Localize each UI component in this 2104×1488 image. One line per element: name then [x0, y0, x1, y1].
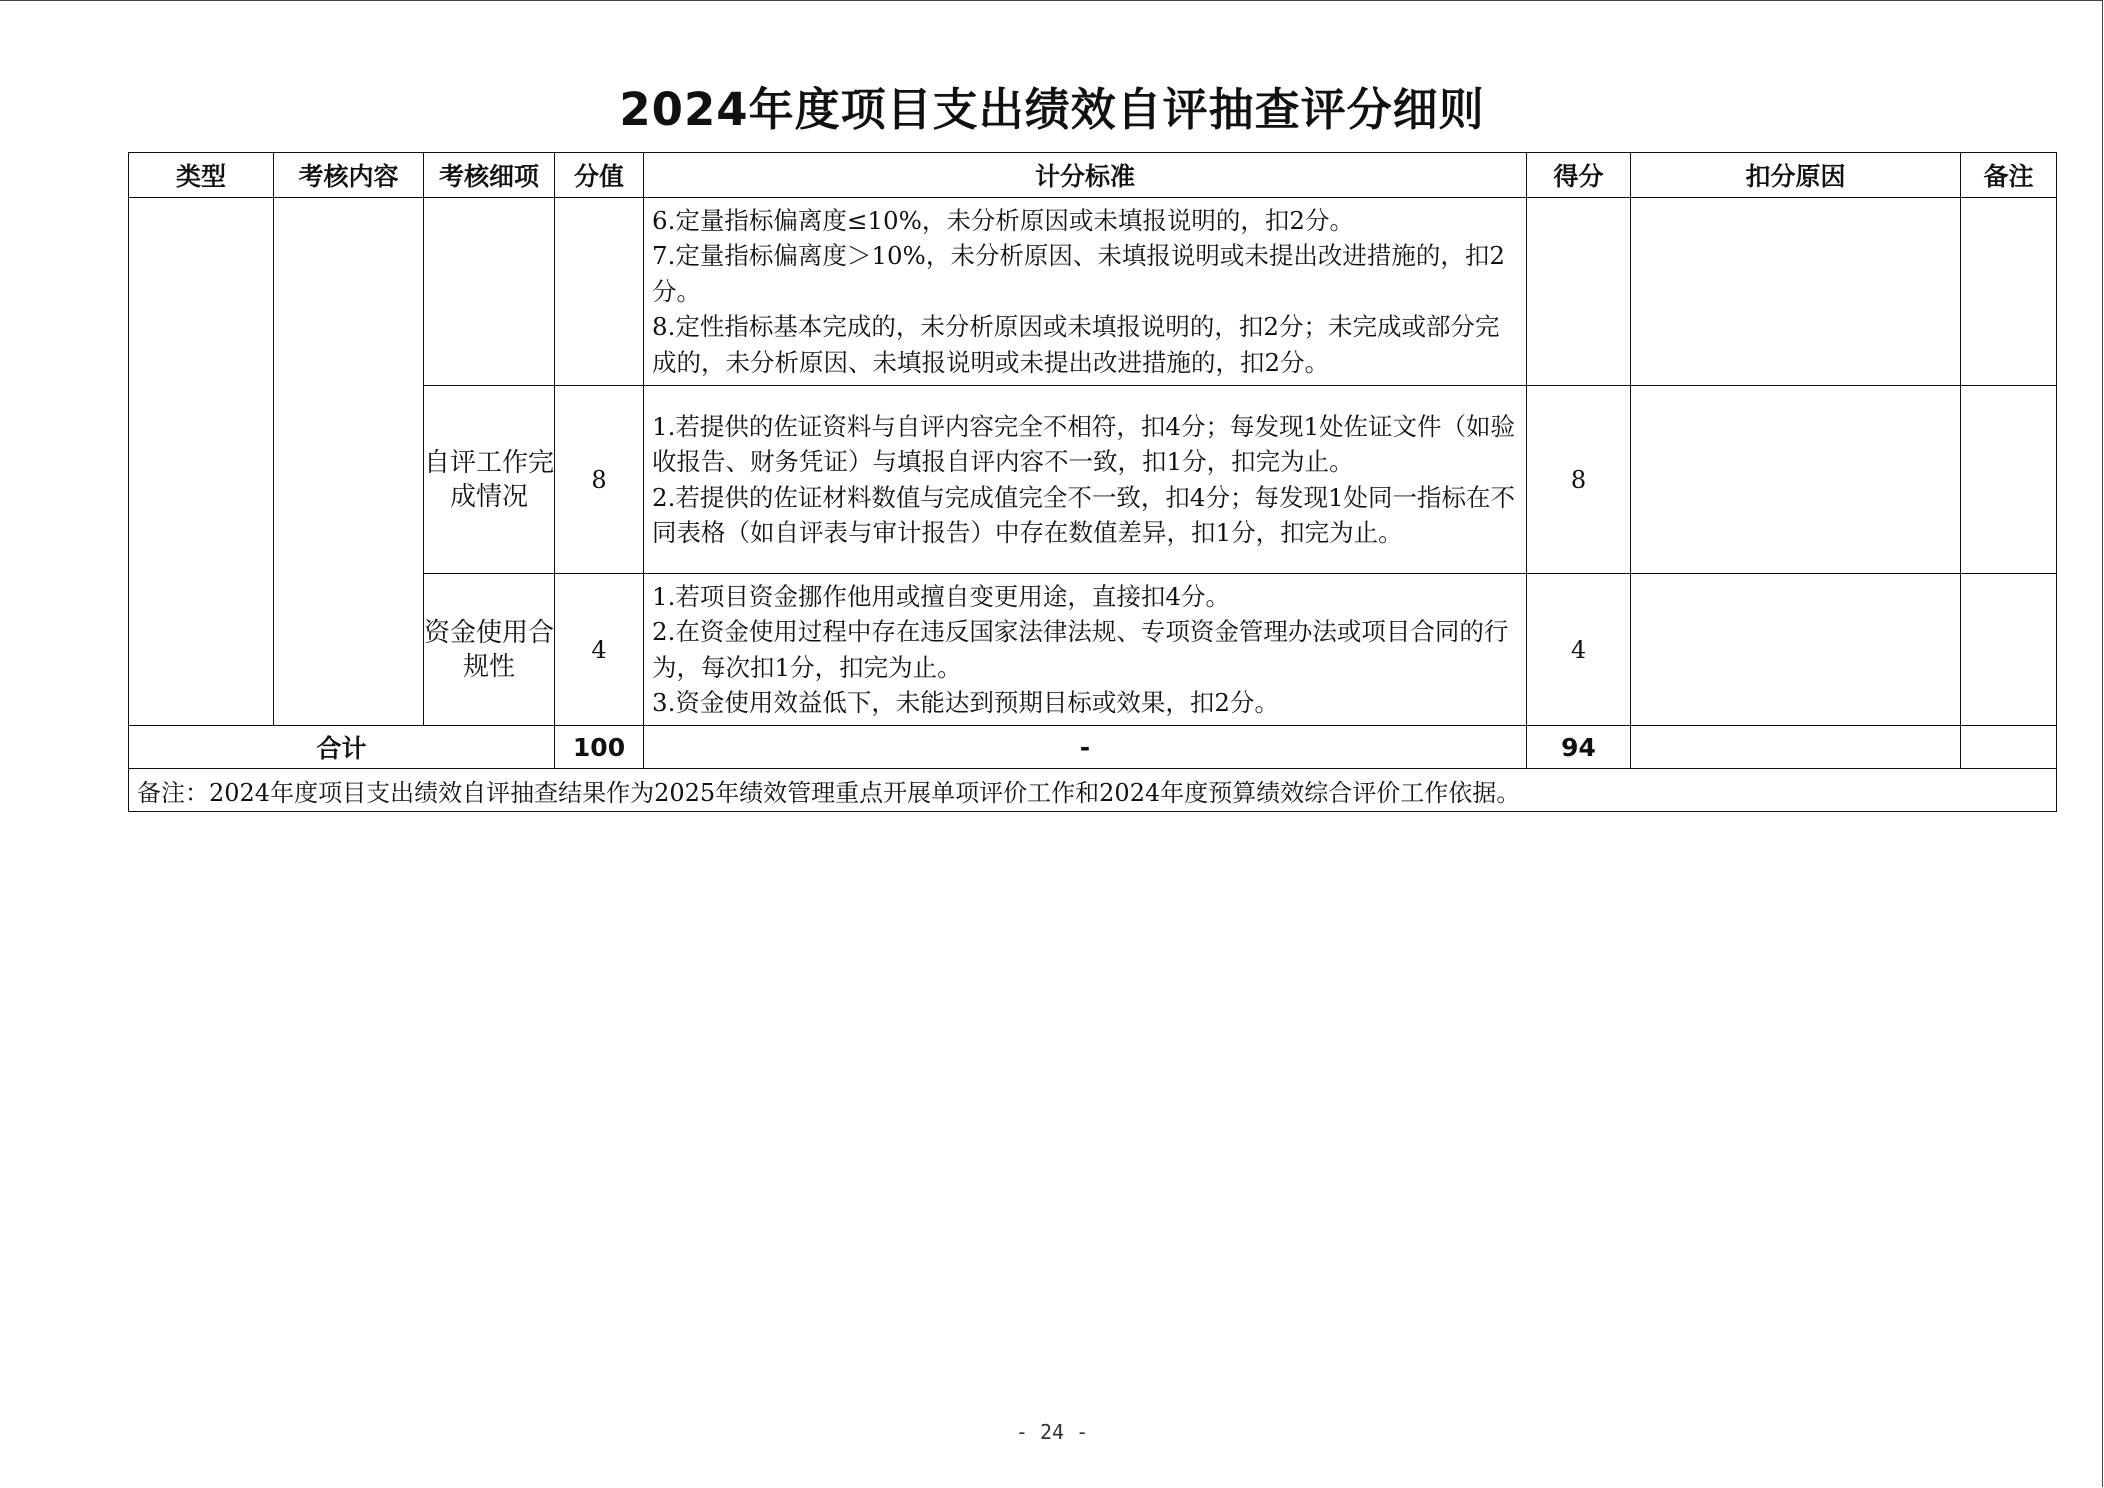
header-item: 考核细项 — [424, 153, 555, 198]
criteria-line: 8.定性指标基本完成的，未分析原因或未填报说明的，扣2分；未完成或部分完成的，未分析原因、未填报说明或未提出改进措施的，扣2分。 — [652, 312, 1500, 377]
header-type: 类型 — [129, 153, 274, 198]
score-cell — [1527, 198, 1631, 386]
criteria-line: 2.若提供的佐证材料数值与完成值完全不一致，扣4分；每发现1处同一指标在不同表格（如自评表与审计报告）中存在数值差异，扣1分，扣完为止。 — [652, 482, 1516, 547]
type-cell — [129, 198, 274, 726]
total-deduction-reason — [1631, 726, 1961, 769]
score-cell: 4 — [1527, 574, 1631, 726]
criteria-line: 2.在资金使用过程中存在违反国家法律法规、专项资金管理办法或项目合同的行为，每次扣1分，扣完为止。 — [652, 617, 1509, 682]
points-cell: 4 — [555, 574, 644, 726]
table-header-row — [129, 153, 2057, 198]
deduction-reason-cell — [1631, 574, 1961, 726]
item-cell: 自评工作完成情况 — [424, 386, 555, 574]
deduction-reason-cell — [1631, 386, 1961, 574]
content-cell — [274, 198, 424, 726]
item-cell — [424, 198, 555, 386]
points-cell: 8 — [555, 386, 644, 574]
total-remark — [1961, 726, 2057, 769]
header-points: 分值 — [555, 153, 644, 198]
deduction-reason-cell — [1631, 198, 1961, 386]
note-row — [129, 769, 2057, 812]
header-content: 考核内容 — [274, 153, 424, 198]
criteria-line: 3.资金使用效益低下，未能达到预期目标或效果，扣2分。 — [652, 688, 1279, 717]
header-score: 得分 — [1527, 153, 1631, 198]
scoring-table — [128, 152, 2057, 812]
table-row — [129, 198, 2057, 386]
total-label: 合计 — [129, 726, 555, 769]
header-remark: 备注 — [1961, 153, 2057, 198]
page-number: - 24 - — [1015, 1420, 1089, 1444]
points-cell — [555, 198, 644, 386]
score-cell: 8 — [1527, 386, 1631, 574]
criteria-cell — [644, 574, 1527, 726]
table-note: 备注：2024年度项目支出绩效自评抽查结果作为2025年绩效管理重点开展单项评价工作和2024年度预算绩效综合评价工作依据。 — [129, 769, 2057, 812]
document-title: 2024年度项目支出绩效自评抽查评分细则 — [619, 83, 1485, 136]
remark-cell — [1961, 198, 2057, 386]
criteria-line: 1.若项目资金挪作他用或擅自变更用途，直接扣4分。 — [652, 581, 1230, 611]
header-deduction-reason: 扣分原因 — [1631, 153, 1961, 198]
item-cell: 资金使用合规性 — [424, 574, 555, 726]
criteria-cell — [644, 198, 1527, 386]
total-criteria: - — [644, 726, 1527, 769]
total-row — [129, 726, 2057, 769]
total-points: 100 — [555, 726, 644, 769]
criteria-cell — [644, 386, 1527, 574]
criteria-line: 7.定量指标偏离度＞10%，未分析原因、未填报说明或未提出改进措施的，扣2分。 — [652, 241, 1505, 306]
total-score: 94 — [1527, 726, 1631, 769]
remark-cell — [1961, 574, 2057, 726]
header-criteria: 计分标准 — [644, 153, 1527, 198]
criteria-line: 1.若提供的佐证资料与自评内容完全不相符，扣4分；每发现1处佐证文件（如验收报告、财务凭证）与填报自评内容不一致，扣1分，扣完为止。 — [652, 411, 1516, 476]
criteria-line: 6.定量指标偏离度≤10%，未分析原因或未填报说明的，扣2分。 — [652, 205, 1354, 235]
remark-cell — [1961, 386, 2057, 574]
